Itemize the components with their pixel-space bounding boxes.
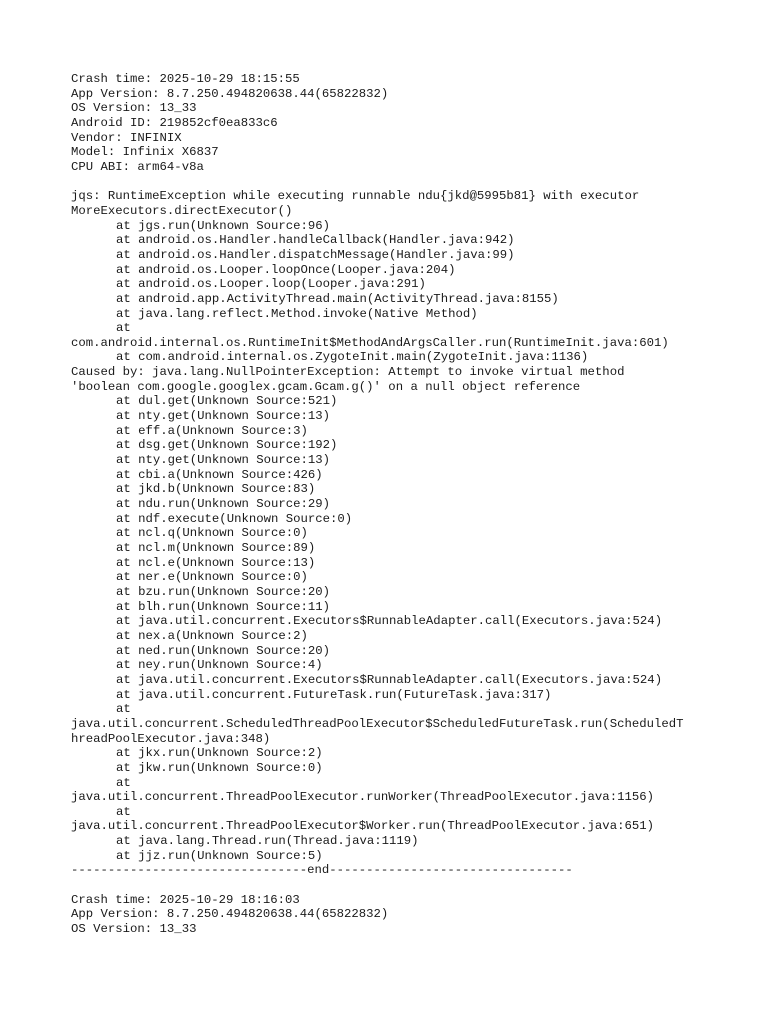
stack-frame-line: at android.os.Looper.loopOnce(Looper.java:204): [116, 262, 456, 277]
stack-frame-line: at ndf.execute(Unknown Source:0): [116, 511, 353, 526]
stack-frame-line: at: [116, 321, 131, 336]
stack-frame-line: at dul.get(Unknown Source:521): [116, 394, 338, 409]
stack-frame-line: at ncl.e(Unknown Source:13): [116, 555, 316, 570]
blank-line: [71, 878, 751, 893]
stack-frame-line: at jjz.run(Unknown Source:5): [116, 848, 323, 863]
stack-frame-line: at jgs.run(Unknown Source:96): [116, 218, 331, 233]
crash-info-line: Crash time: 2025-10-29 18:16:03: [71, 892, 300, 907]
exception-message-line: java.util.concurrent.ThreadPoolExecutor.runWorker(ThreadPoolExecutor.java:1156): [71, 790, 654, 805]
crash-info-line: App Version: 8.7.250.494820638.44(65822832): [71, 86, 389, 101]
stack-frame-line: at ner.e(Unknown Source:0): [116, 570, 308, 585]
exception-message-line: java.util.concurrent.ThreadPoolExecutor$Worker.run(ThreadPoolExecutor.java:651): [71, 819, 654, 834]
stack-frame-line: at cbi.a(Unknown Source:426): [116, 467, 323, 482]
crash-info-line: Android ID: 219852cf0ea833c6: [71, 115, 278, 130]
stack-frame-line: at bzu.run(Unknown Source:20): [116, 584, 331, 599]
stack-frame-line: at ndu.run(Unknown Source:29): [116, 497, 331, 512]
exception-message-line: 'boolean com.google.googlex.gcam.Gcam.g()' on a null object reference: [71, 379, 581, 394]
crash-info-line: OS Version: 13_33: [71, 922, 197, 937]
stack-frame-line: at java.util.concurrent.Executors$RunnableAdapter.call(Executors.java:524): [116, 672, 663, 687]
stack-frame-line: at blh.run(Unknown Source:11): [116, 599, 331, 614]
crash-info-line: Crash time: 2025-10-29 18:15:55: [71, 72, 300, 86]
stack-frame-line: at jkx.run(Unknown Source:2): [116, 746, 323, 761]
stack-frame-line: at java.util.concurrent.FutureTask.run(FutureTask.java:317): [116, 687, 552, 702]
blank-line: [71, 175, 751, 190]
stack-frame-line: at ned.run(Unknown Source:20): [116, 643, 331, 658]
stack-frame-line: at android.app.ActivityThread.main(ActivityThread.java:8155): [116, 291, 559, 306]
stack-frame-line: at android.os.Handler.dispatchMessage(Handler.java:99): [116, 247, 515, 262]
stack-frame-line: at android.os.Looper.loop(Looper.java:291): [116, 277, 426, 292]
stack-frame-line: at ney.run(Unknown Source:4): [116, 658, 323, 673]
exception-message-line: hreadPoolExecutor.java:348): [71, 731, 271, 746]
stack-frame-line: at: [116, 775, 131, 790]
stack-frame-line: at nty.get(Unknown Source:13): [116, 453, 331, 468]
crash-info-line: OS Version: 13_33: [71, 101, 197, 116]
exception-message-line: Caused by: java.lang.NullPointerException: Attempt to invoke virtual method: [71, 365, 625, 380]
stack-frame-line: at jkd.b(Unknown Source:83): [116, 482, 316, 497]
stack-frame-line: at java.lang.reflect.Method.invoke(Native Method): [116, 306, 478, 321]
exception-message-line: com.android.internal.os.RuntimeInit$MethodAndArgsCaller.run(RuntimeInit.java:601): [71, 335, 669, 350]
stack-frame-line: at nty.get(Unknown Source:13): [116, 409, 331, 424]
crash-info-line: Vendor: INFINIX: [71, 130, 182, 145]
crash-log: [71, 72, 751, 937]
stack-frame-line: at ncl.m(Unknown Source:89): [116, 541, 316, 555]
stack-frame-line: at eff.a(Unknown Source:3): [116, 423, 308, 438]
stack-frame-line: at java.util.concurrent.Executors$RunnableAdapter.call(Executors.java:524): [116, 614, 663, 629]
stack-frame-line: at dsg.get(Unknown Source:192): [116, 438, 338, 453]
stack-frame-line: at ncl.q(Unknown Source:0): [116, 526, 308, 541]
exception-message-line: java.util.concurrent.ScheduledThreadPoolExecutor$ScheduledFutureTask.run(ScheduledT: [71, 716, 684, 731]
stack-frame-line: at: [116, 804, 131, 819]
stack-frame-line: at android.os.Handler.handleCallback(Handler.java:942): [116, 233, 515, 248]
crash-info-line: App Version: 8.7.250.494820638.44(65822832): [71, 907, 389, 922]
exception-message-line: MoreExecutors.directExecutor(): [71, 203, 293, 218]
stack-frame-line: at java.lang.Thread.run(Thread.java:1119): [116, 834, 419, 849]
stack-frame-line: at nex.a(Unknown Source:2): [116, 628, 308, 643]
exception-message-line: jqs: RuntimeException while executing runnable ndu{jkd@5995b81} with executor: [71, 189, 640, 204]
crash-info-line: CPU ABI: arm64-v8a: [71, 159, 204, 174]
end-separator: --------------------------------end---------------------------------: [71, 863, 573, 878]
stack-frame-line: at: [116, 702, 131, 717]
stack-frame-line: at jkw.run(Unknown Source:0): [116, 760, 323, 775]
stack-frame-line: at com.android.internal.os.ZygoteInit.main(ZygoteInit.java:1136): [116, 350, 589, 365]
crash-info-line: Model: Infinix X6837: [71, 145, 219, 160]
